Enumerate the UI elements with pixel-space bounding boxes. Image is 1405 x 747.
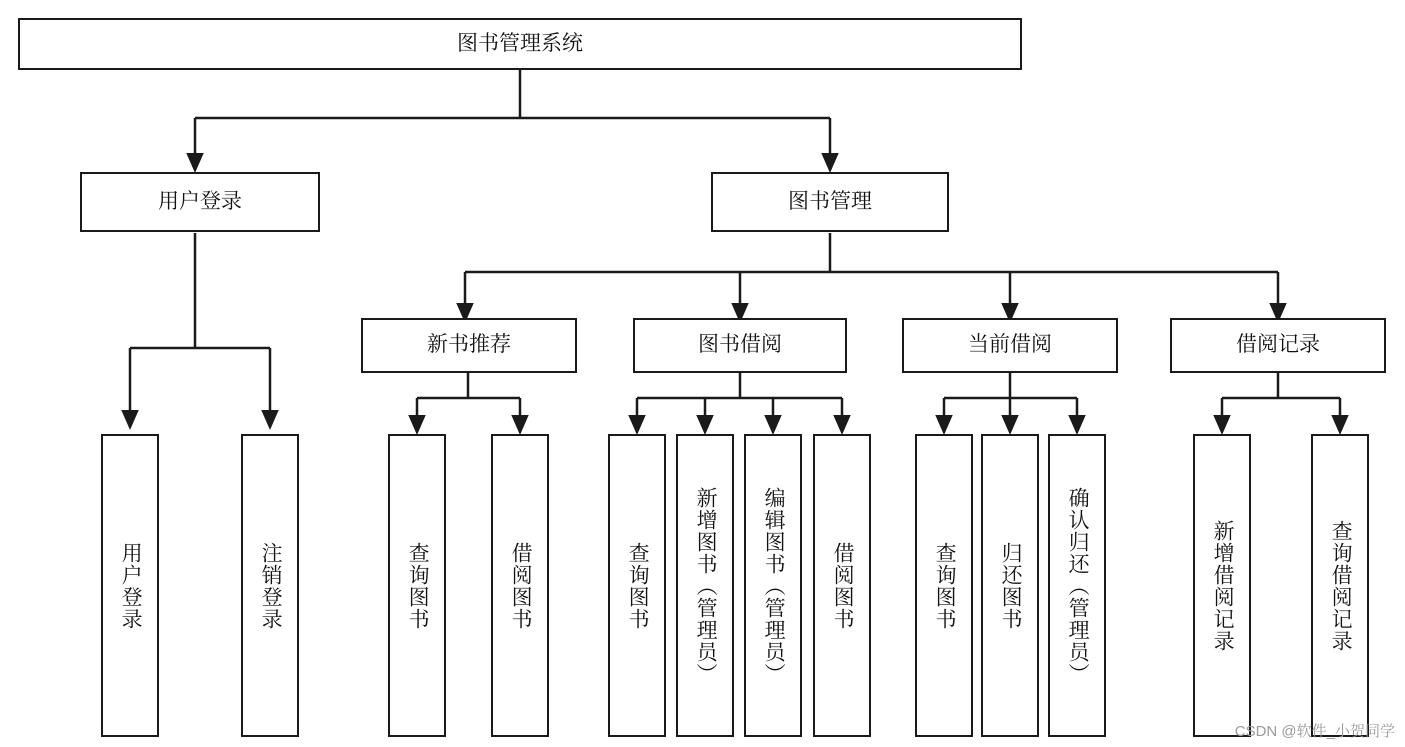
node-label: 查询借阅记录 [1329, 519, 1353, 652]
node-label: 查询图书 [933, 541, 957, 630]
node-current-borrow[interactable] [902, 318, 1118, 373]
node-label: 确认归还（管理员） [1066, 486, 1090, 685]
node-label: 借阅图书 [831, 541, 855, 630]
node-label: 归还图书 [999, 541, 1023, 630]
node-label: 借阅记录 [1236, 333, 1320, 357]
node-label: 用户登录 [158, 189, 242, 213]
leaf-query-book-recommend[interactable] [388, 434, 446, 737]
leaf-return-book[interactable] [981, 434, 1039, 737]
node-label: 查询图书 [626, 541, 650, 630]
leaf-borrow-book-recommend[interactable] [491, 434, 549, 737]
watermark: CSDN @软件_小贺同学 [1234, 723, 1395, 740]
node-label: 注销登录 [259, 541, 283, 630]
node-label: 借阅图书 [509, 541, 533, 630]
leaf-borrow-book[interactable] [813, 434, 871, 737]
node-label: 图书管理 [788, 189, 872, 213]
leaf-query-book-current[interactable] [915, 434, 973, 737]
leaf-add-borrow-record[interactable] [1193, 434, 1251, 737]
node-borrow-records[interactable] [1170, 318, 1386, 373]
node-label: 新书推荐 [427, 333, 511, 357]
node-root[interactable] [18, 18, 1022, 70]
node-new-book-recommend[interactable] [361, 318, 577, 373]
node-label: 图书管理系统 [457, 31, 583, 55]
node-user-login[interactable] [80, 172, 320, 232]
leaf-edit-book[interactable] [744, 434, 802, 737]
node-label: 新增图书（管理员） [694, 486, 718, 685]
leaf-query-book-borrow[interactable] [608, 434, 666, 737]
leaf-confirm-return[interactable] [1048, 434, 1106, 737]
node-label: 用户登录 [119, 541, 143, 630]
node-label: 新增借阅记录 [1211, 519, 1235, 652]
node-label: 编辑图书（管理员） [762, 486, 786, 685]
node-book-borrow[interactable] [633, 318, 847, 373]
leaf-logout[interactable] [241, 434, 299, 737]
node-label: 查询图书 [406, 541, 430, 630]
leaf-add-book[interactable] [676, 434, 734, 737]
leaf-query-borrow-record[interactable] [1311, 434, 1369, 737]
node-book-management[interactable] [711, 172, 949, 232]
node-label: 当前借阅 [968, 333, 1052, 357]
leaf-user-login[interactable] [101, 434, 159, 737]
node-label: 图书借阅 [698, 333, 782, 357]
